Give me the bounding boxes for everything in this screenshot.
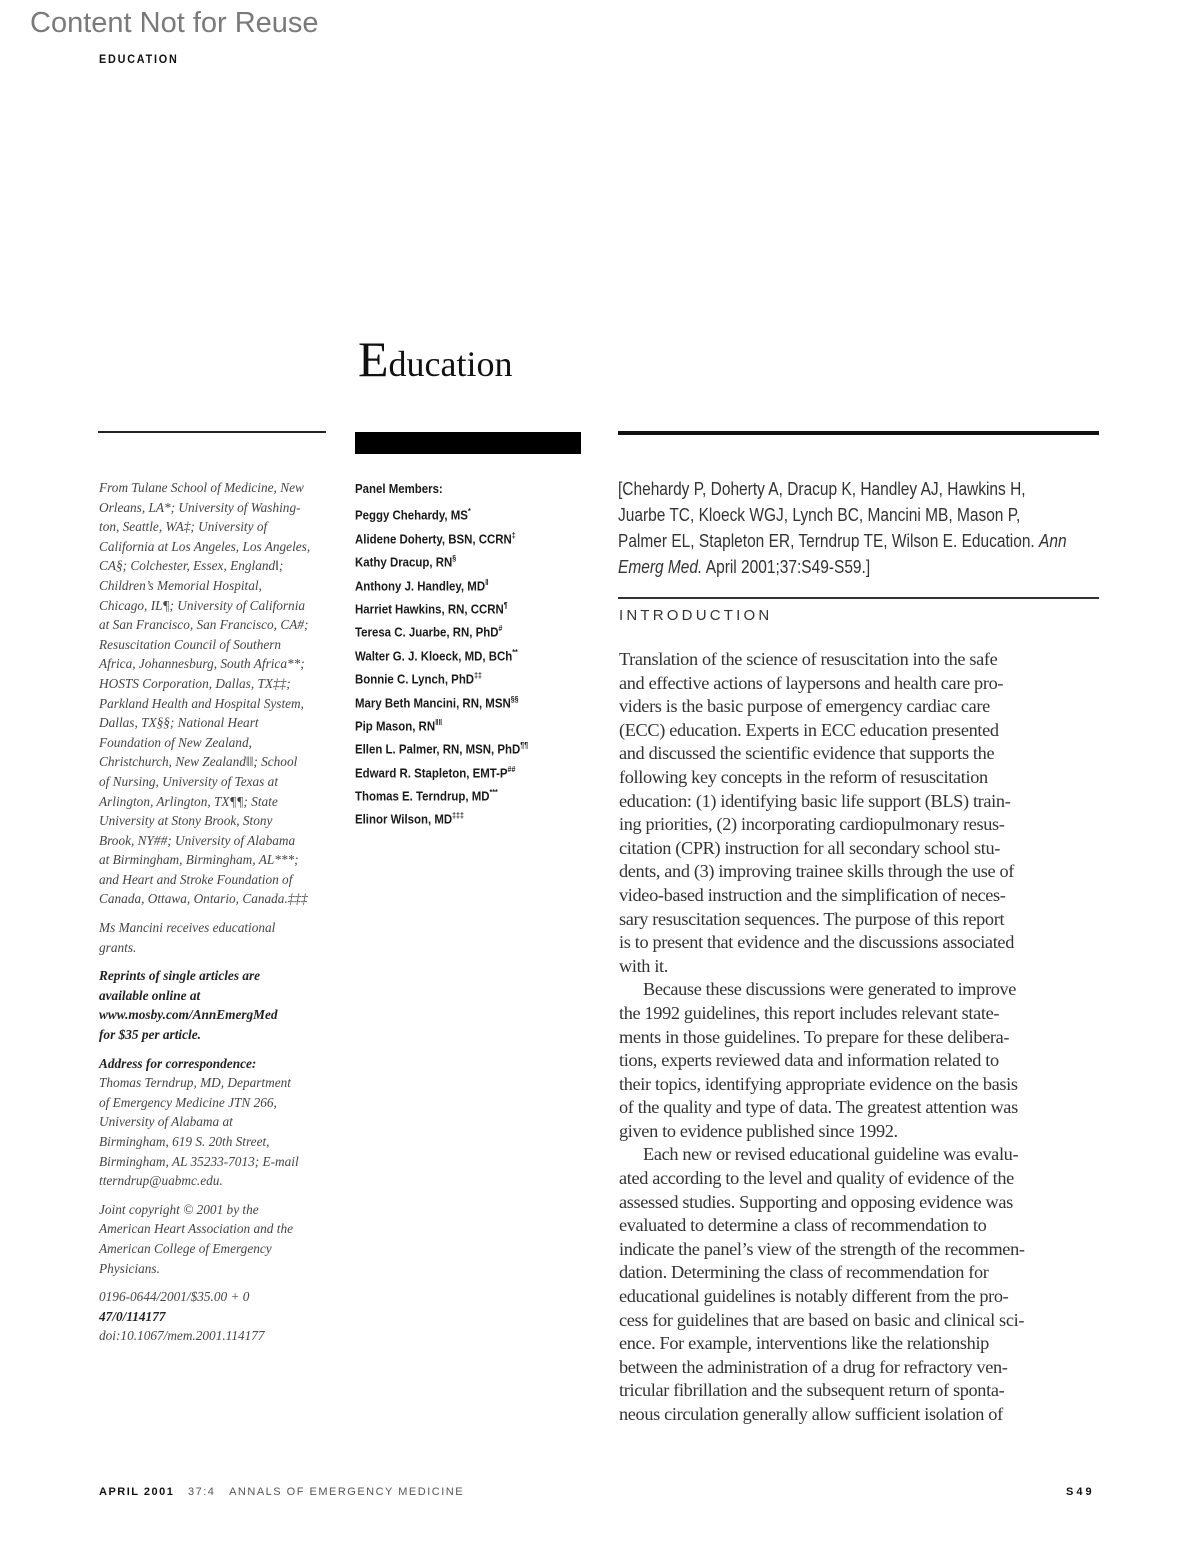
body-line: tricular fibrillation and the subsequent return of sponta- xyxy=(619,1380,1005,1401)
member-affiliation-mark: ‡ xyxy=(511,530,516,540)
affiliation-line: University of Alabama at xyxy=(99,1114,233,1130)
member-name: Ellen L. Palmer, RN, MSN, PhD xyxy=(355,741,521,757)
member-name: Walter G. J. Kloeck, MD, BCh xyxy=(355,648,513,664)
member-name: Anthony J. Handley, MD xyxy=(355,577,486,593)
affiliation-line: Arlington, Arlington, TX¶¶; State xyxy=(99,793,278,809)
body-line: cess for guidelines that are based on basic and clinical sci- xyxy=(619,1309,1025,1330)
body-line: of the quality and type of data. The greatest attention was xyxy=(619,1097,1018,1118)
affiliation-line: Birmingham, 619 S. 20th Street, xyxy=(99,1134,270,1149)
affiliation-line: tterndrup@uabmc.edu. xyxy=(99,1173,223,1189)
paragraph xyxy=(619,978,1025,1143)
panel-member xyxy=(355,781,528,804)
affiliation-line: Parkland Health and Hospital System, xyxy=(99,695,304,711)
article-title xyxy=(358,330,513,388)
body-line: and effective actions of laypersons and health care pro- xyxy=(619,672,1004,693)
page-number: S49 xyxy=(1066,1486,1095,1498)
member-affiliation-mark: ¶ xyxy=(503,600,508,610)
member-name: Peggy Chehardy, MS xyxy=(355,507,468,523)
member-name: Bonnie C. Lynch, PhD xyxy=(355,671,475,687)
divider-left xyxy=(98,431,326,433)
affiliation-line: Physicians. xyxy=(99,1260,160,1276)
body-line: with it. xyxy=(619,955,668,976)
title-initial: E xyxy=(358,331,389,387)
panel-member xyxy=(355,571,528,594)
citation xyxy=(618,476,1140,580)
body-line: ing priorities, (2) incorporating cardiopulmonary resus- xyxy=(619,814,1005,835)
affiliation-line: American Heart Association and the xyxy=(99,1221,294,1237)
body-line: assessed studies. Supporting and opposing evidence was xyxy=(619,1191,1013,1212)
body-line: (ECC) education. Experts in ECC education presented xyxy=(619,719,999,740)
affiliation-line: 47/0/114177 xyxy=(99,1308,166,1324)
body-line: ated according to the level and quality of evidence of the xyxy=(619,1168,1014,1189)
panel-member xyxy=(355,711,528,734)
panel-member xyxy=(355,758,528,781)
affiliation-line: Dallas, TX§§; National Heart xyxy=(99,715,259,731)
member-name: Mary Beth Mancini, RN, MSN xyxy=(355,694,511,710)
running-head: EDUCATION xyxy=(99,52,179,66)
divider-thick xyxy=(618,431,1099,435)
affiliation-line: Resuscitation Council of Southern xyxy=(99,636,282,652)
body-line: the 1992 guidelines, this report includes relevant state- xyxy=(619,1002,1000,1023)
affiliation-line: Foundation of New Zealand, xyxy=(99,734,252,750)
citation-segment: Palmer EL, Stapleton ER, Terndrup TE, Wilson E. Education. xyxy=(618,531,1040,551)
affiliation-line: grants. xyxy=(99,939,137,955)
footer-journal: ANNALS OF EMERGENCY MEDICINE xyxy=(229,1486,465,1498)
member-affiliation-mark: * xyxy=(467,507,471,517)
member-affiliation-mark: *** xyxy=(489,788,498,798)
citation-segment: Emerg Med. xyxy=(618,557,703,577)
citation-line xyxy=(618,476,1067,502)
affiliation-line: for $35 per article. xyxy=(99,1027,201,1043)
affiliation-line: HOSTS Corporation, Dallas, TX‡‡; xyxy=(99,675,291,691)
affiliation-line: www.mosby.com/AnnEmergMed xyxy=(99,1007,278,1023)
affiliation-line: of Emergency Medicine JTN 266, xyxy=(99,1094,277,1110)
body-line: between the administration of a drug for refractory ven- xyxy=(619,1356,1008,1377)
affiliation-line: Christchurch, New Zealand‖‖; School xyxy=(99,754,298,770)
affiliation-line: Thomas Terndrup, MD, Department xyxy=(99,1075,291,1091)
affiliation-line: American College of Emergency xyxy=(99,1240,272,1256)
affiliation-line: From Tulane School of Medicine, New xyxy=(99,480,304,495)
panel-member xyxy=(355,734,528,757)
affiliation-line: of Nursing, University of Texas at xyxy=(99,773,279,789)
member-name: Thomas E. Terndrup, MD xyxy=(355,788,490,804)
panel-member xyxy=(355,804,528,827)
affiliation-line: Orleans, LA*; University of Washing- xyxy=(99,499,301,515)
paragraph xyxy=(619,648,1025,978)
affiliation-line: at San Francisco, San Francisco, CA#; xyxy=(99,617,309,633)
citation-segment: Juarbe TC, Kloeck WGJ, Lynch BC, Mancini MB, Mason P, xyxy=(618,505,1021,525)
affiliation-block xyxy=(99,478,334,909)
body-line: viders is the basic purpose of emergency cardiac care xyxy=(619,696,990,717)
watermark: Content Not for Reuse xyxy=(30,7,319,39)
body-line: sary resuscitation sequences. The purpose of this report xyxy=(619,908,1005,929)
member-name: Pip Mason, RN xyxy=(355,718,436,734)
affiliation-line: Ms Mancini receives educational xyxy=(99,920,276,936)
affiliation-line: and Heart and Stroke Foundation of xyxy=(99,871,293,887)
affiliation-block xyxy=(99,1054,334,1191)
affiliation-line: Africa, Johannesburg, South Africa**; xyxy=(99,656,305,672)
affiliation-line: Children’s Memorial Hospital, xyxy=(99,577,262,593)
body-line: Each new or revised educational guideline was evalu- xyxy=(643,1144,1019,1165)
divider-bar xyxy=(355,432,581,454)
affiliation-line: Reprints of single articles are xyxy=(99,968,261,984)
member-name: Harriet Hawkins, RN, CCRN xyxy=(355,601,504,617)
body-line: Because these discussions were generated to improve xyxy=(643,979,1017,1000)
citation-line xyxy=(618,502,1067,528)
body-line: tions, experts reviewed data and information related to xyxy=(619,1050,999,1071)
body-line: dation. Determining the class of recommendation for xyxy=(619,1262,989,1283)
affiliation-line: doi:10.1067/mem.2001.114177 xyxy=(99,1328,265,1344)
member-name: Elinor Wilson, MD xyxy=(355,811,453,827)
member-name: Edward R. Stapleton, EMT-P xyxy=(355,765,508,781)
body-line: following key concepts in the reform of resuscitation xyxy=(619,766,988,787)
member-name: Kathy Dracup, RN xyxy=(355,554,453,570)
body-line: video-based instruction and the simplification of neces- xyxy=(619,884,1006,905)
body-line: education: (1) identifying basic life support (BLS) train- xyxy=(619,790,1011,811)
citation-segment: Ann xyxy=(1039,531,1067,551)
panel-member xyxy=(355,664,528,687)
affiliation-line: Joint copyright © 2001 by the xyxy=(99,1201,259,1217)
body-line: is to present that evidence and the discussions associated xyxy=(619,932,1014,953)
paragraph xyxy=(619,1143,1025,1426)
affiliation-line: California at Los Angeles, Los Angeles, xyxy=(99,538,311,554)
citation-line xyxy=(618,554,1067,580)
panel-members xyxy=(355,477,552,828)
affiliation-line: Canada, Ottawa, Ontario, Canada.‡‡‡ xyxy=(99,891,308,907)
body-line: Translation of the science of resuscitation into the safe xyxy=(619,649,998,669)
member-affiliation-mark: ‖ xyxy=(485,577,489,587)
member-name: Alidene Doherty, BSN, CCRN xyxy=(355,531,512,547)
footer-date: APRIL 2001 xyxy=(99,1486,175,1498)
affiliation-block xyxy=(99,918,334,957)
body-text xyxy=(619,648,1025,1427)
address-heading: Address for correspondence: xyxy=(99,1055,257,1071)
member-affiliation-mark: ‖‖ xyxy=(435,717,443,727)
body-line: dents, and (3) improving trainee skills through the use of xyxy=(619,861,1015,882)
panel-member xyxy=(355,641,528,664)
affiliation-line: CA§; Colchester, Essex, England‖; xyxy=(99,558,284,574)
affiliation-line: Birmingham, AL 35233-7013; E-mail xyxy=(99,1153,299,1169)
affiliation-block xyxy=(99,1200,334,1278)
body-line: indicate the panel’s view of the strength of the recommen- xyxy=(619,1238,1025,1259)
affiliation-line: 0196-0644/2001/$35.00 + 0 xyxy=(99,1289,250,1305)
panel-member xyxy=(355,524,528,547)
member-affiliation-mark: ‡‡‡ xyxy=(452,811,464,821)
panel-member xyxy=(355,547,528,570)
body-line: their topics, identifying appropriate evidence on the basis xyxy=(619,1073,1018,1094)
body-line: neous circulation generally allow sufficient isolation of xyxy=(619,1404,1003,1424)
footer xyxy=(99,1486,464,1498)
member-affiliation-mark: ¶¶ xyxy=(520,741,529,751)
affiliations-sidebar xyxy=(99,478,334,1355)
affiliation-line: University at Stony Brook, Stony xyxy=(99,813,273,829)
member-affiliation-mark: ** xyxy=(512,647,518,657)
citation-segment: [Chehardy P, Doherty A, Dracup K, Handley AJ, Hawkins H, xyxy=(618,479,1026,499)
citation-segment: April 2001;37:S49-S59.] xyxy=(702,557,871,577)
affiliation-block xyxy=(99,1287,334,1346)
affiliation-block xyxy=(99,966,334,1044)
affiliation-line: ton, Seattle, WA‡; University of xyxy=(99,519,268,535)
divider-citation xyxy=(618,597,1099,599)
panel-member xyxy=(355,688,528,711)
panel-member xyxy=(355,594,528,617)
body-line: citation (CPR) instruction for all secondary school stu- xyxy=(619,837,1000,858)
affiliation-line: at Birmingham, Birmingham, AL***; xyxy=(99,852,299,868)
title-rest: ducation xyxy=(388,344,513,384)
body-line: given to evidence published since 1992. xyxy=(619,1120,898,1141)
body-line: ments in those guidelines. To prepare for these delibera- xyxy=(619,1026,1010,1047)
footer-volume: 37:4 xyxy=(188,1486,216,1498)
section-heading: INTRODUCTION xyxy=(619,607,773,624)
body-line: evaluated to determine a class of recommendation to xyxy=(619,1215,987,1236)
affiliation-line: Brook, NY##; University of Alabama xyxy=(99,832,296,848)
body-line: educational guidelines is notably different from the pro- xyxy=(619,1286,1009,1307)
panel-heading: Panel Members: xyxy=(355,481,443,496)
affiliation-line: Chicago, IL¶; University of California xyxy=(99,597,306,613)
citation-line xyxy=(618,528,1067,554)
member-affiliation-mark: # xyxy=(498,624,503,634)
member-affiliation-mark: ## xyxy=(507,764,516,774)
panel-member xyxy=(355,500,528,523)
member-affiliation-mark: §§ xyxy=(510,694,519,704)
member-affiliation-mark: ‡‡ xyxy=(474,671,482,681)
panel-member xyxy=(355,617,528,640)
member-name: Teresa C. Juarbe, RN, PhD xyxy=(355,624,499,640)
member-affiliation-mark: § xyxy=(452,554,457,564)
affiliation-line: available online at xyxy=(99,987,201,1003)
body-line: ence. For example, interventions like the relationship xyxy=(619,1333,989,1354)
body-line: and discussed the scientific evidence that supports the xyxy=(619,743,995,764)
